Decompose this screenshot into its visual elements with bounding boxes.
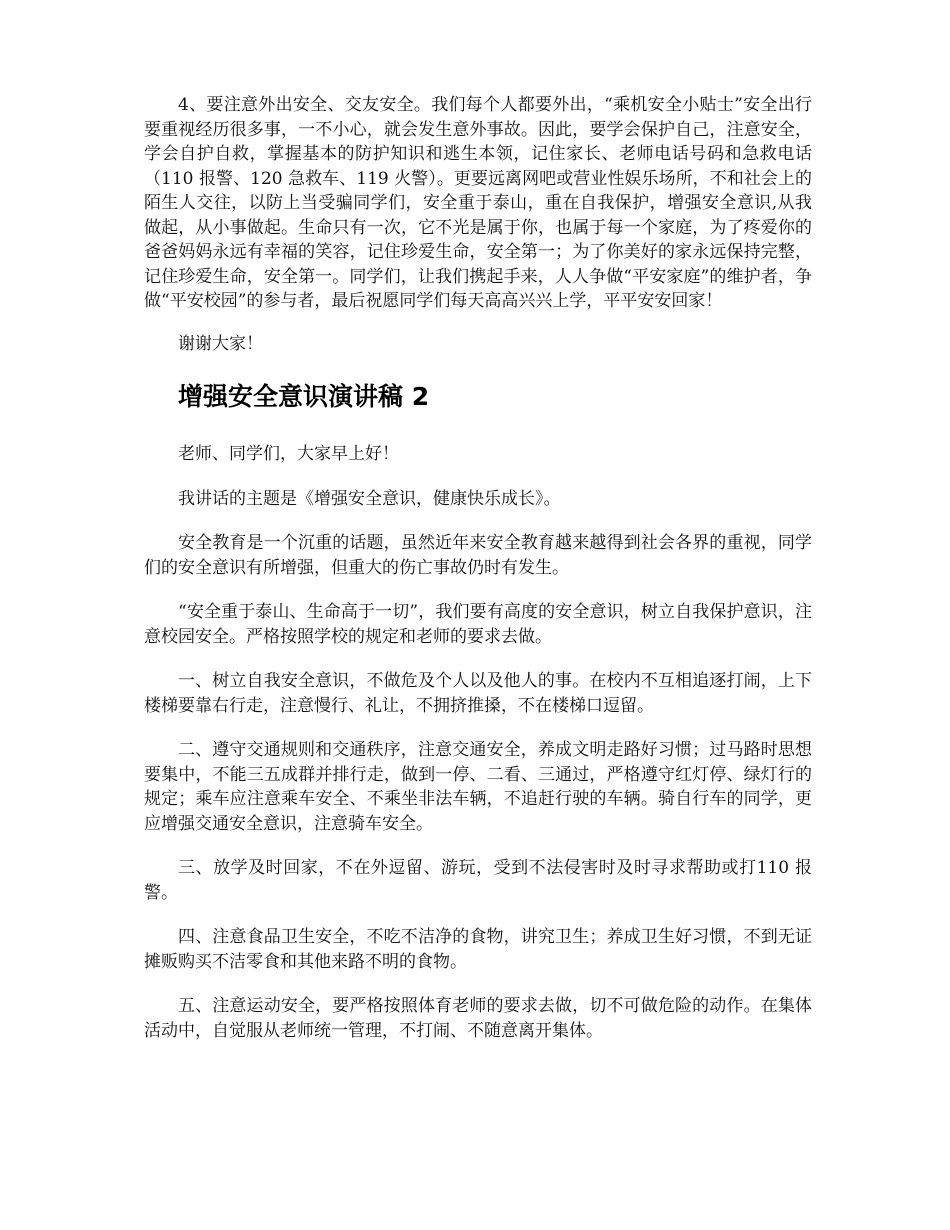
topic-paragraph: 我讲话的主题是《增强安全意识，健康快乐成长》。 xyxy=(178,488,561,509)
point-five-paragraph: 五、注意运动安全，要严格按照体育老师的要求去做，切不可做危险的动作。在集体活动中，自觉服从老师统一管理，不打闹、不随意离开集体。 xyxy=(144,996,812,1041)
document-page xyxy=(144,93,812,1043)
speech-title: 增强安全意识演讲稿 2 xyxy=(178,382,430,411)
point-one-paragraph: 一、树立自我安全意识，不做危及个人以及他人的事。在校内不互相追逐打闹，上下楼梯要靠右行走，注意慢行、礼让，不拥挤推搡，不在楼梯口逗留。 xyxy=(144,671,812,716)
point-four-paragraph: 四、注意食品卫生安全，不吃不洁净的食物，讲究卫生；养成卫生好习惯，不到无证摊贩购买不洁零食和其他来路不明的食物。 xyxy=(144,927,812,972)
greeting-paragraph: 老师、同学们，大家早上好！ xyxy=(178,444,399,464)
point-two-paragraph: 二、遵守交通规则和交通秩序，注意交通安全，养成文明走路好习惯；过马路时思想要集中，不能三五成群并排行走，做到一停、二看、三通过，严格遵守红灯停、绿灯行的规定；乘车应注意乘车安全、不乘坐非法车辆，不追赶行驶的车辆。骑自行车的同学，更应增强交通安全意识，注意骑车安全。 xyxy=(144,740,812,834)
intro-paragraph: 安全教育是一个沉重的话题，虽然近年来安全教育越来越得到社会各界的重视，同学们的安全意识有所增强，但重大的伤亡事故仍时有发生。 xyxy=(144,533,812,578)
paragraph-safety-outing: 4、要注意外出安全、交友安全。我们每个人都要外出，“乘机安全小贴士”安全出行要重视经历很多事，一不小心，就会发生意外事故。因此，要学会保护自己，注意安全，学会自护自救，掌握基本的防护知识和逃生本领，记住家长、老师电话号码和急救电话（110 报警、120 急救车、119 火警）。更要远离网吧或营业性娱乐场所，不和社会上的陌生人交往，以防上当受骗同学们，安全重于泰山，重在自我保护，增强安全意识,从我做起，从小事做起。生命只有一次，它不光是属于你，也属于每一个家庭，为了疼爱你的爸爸妈妈永远有幸福的笑容，记住珍爱生命，安全第一；为了你美好的家永远保持完整，记住珍爱生命，安全第一。同学们，让我们携起手来，人人争做“平安家庭”的维护者，争做“平安校园”的参与者，最后祝愿同学们每天高高兴兴上学，平平安安回家！ xyxy=(144,95,812,311)
closing-thanks: 谢谢大家！ xyxy=(178,333,263,354)
point-three-paragraph: 三、放学及时回家，不在外逗留、游玩，受到不法侵害时及时寻求帮助或打110 报警。 xyxy=(144,858,812,903)
quote-paragraph: “安全重于泰山、生命高于一切”，我们要有高度的安全意识，树立自我保护意识，注意校园安全。严格按照学校的规定和老师的要求去做。 xyxy=(144,602,812,647)
